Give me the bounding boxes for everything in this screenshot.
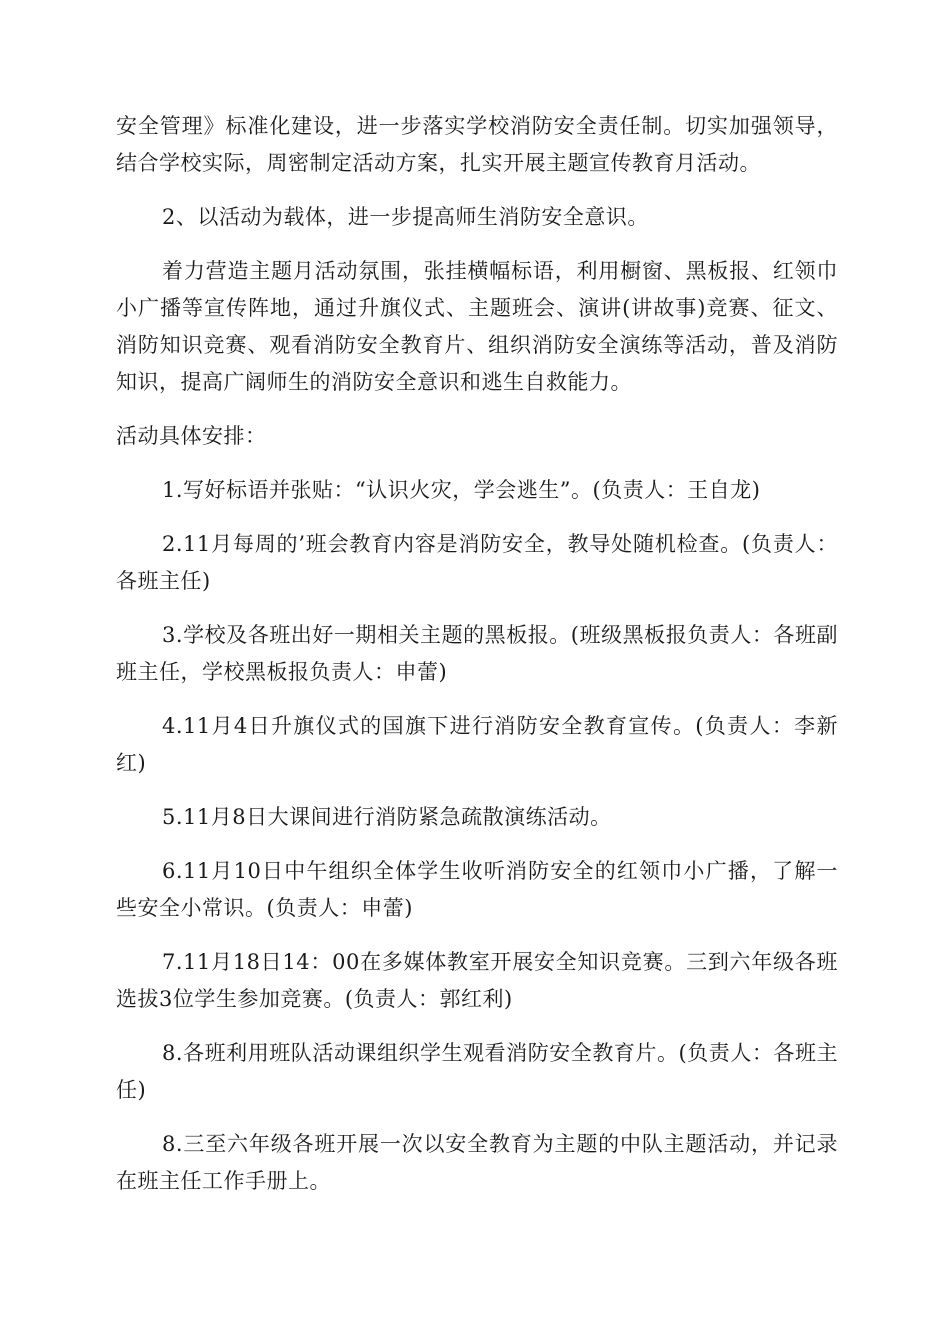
- paragraph-management-standard: 安全管理》标准化建设，进一步落实学校消防安全责任制。切实加强领导，结合学校实际，周密制定活动方案，扎实开展主题宣传教育月活动。: [116, 114, 838, 175]
- paragraph-section-2-heading: 2、以活动为载体，进一步提高师生消防安全意识。: [162, 205, 649, 229]
- list-item-4: 4.11月4日升旗仪式的国旗下进行消防安全教育宣传。(负责人：李新红): [116, 714, 838, 775]
- list-item-2: 2.11月每周的’班会教育内容是消防安全，教导处随机检查。(负责人：各班主任): [116, 532, 838, 593]
- list-item-6: 6.11月10日中午组织全体学生收听消防安全的红领巾小广播，了解一些安全小常识。(负责人：申蕾): [116, 859, 838, 920]
- list-item-8: 8.各班利用班队活动课组织学生观看消防安全教育片。(负责人：各班主任): [116, 1041, 838, 1102]
- list-item-1: 1.写好标语并张贴：“认识火灾，学会逃生”。(负责人：王自龙): [162, 478, 761, 502]
- document-body: [116, 108, 838, 1217]
- list-item-5: 5.11月8日大课间进行消防紧急疏散演练活动。: [162, 805, 612, 829]
- list-item-8b: 8.三至六年级各班开展一次以安全教育为主题的中队主题活动，并记录在班主任工作手册上。: [116, 1132, 838, 1193]
- paragraph-arrangements-heading: 活动具体安排：: [116, 424, 267, 448]
- list-item-3: 3.学校及各班出好一期相关主题的黑板报。(班级黑板报负责人：各班副班主任，学校黑板报负责人：申蕾): [116, 623, 838, 684]
- paragraph-theme-month-atmosphere: 着力营造主题月活动氛围，张挂横幅标语，利用橱窗、黑板报、红领巾小广播等宣传阵地，通过升旗仪式、主题班会、演讲(讲故事)竞赛、征文、消防知识竞赛、观看消防安全教育片、组织消防安全演练等活动，普及消防知识，提高广阔师生的消防安全意识和逃生自救能力。: [116, 259, 838, 394]
- list-item-7: 7.11月18日14：00在多媒体教室开展安全知识竞赛。三到六年级各班选拔3位学生参加竞赛。(负责人：郭红利): [116, 950, 838, 1011]
